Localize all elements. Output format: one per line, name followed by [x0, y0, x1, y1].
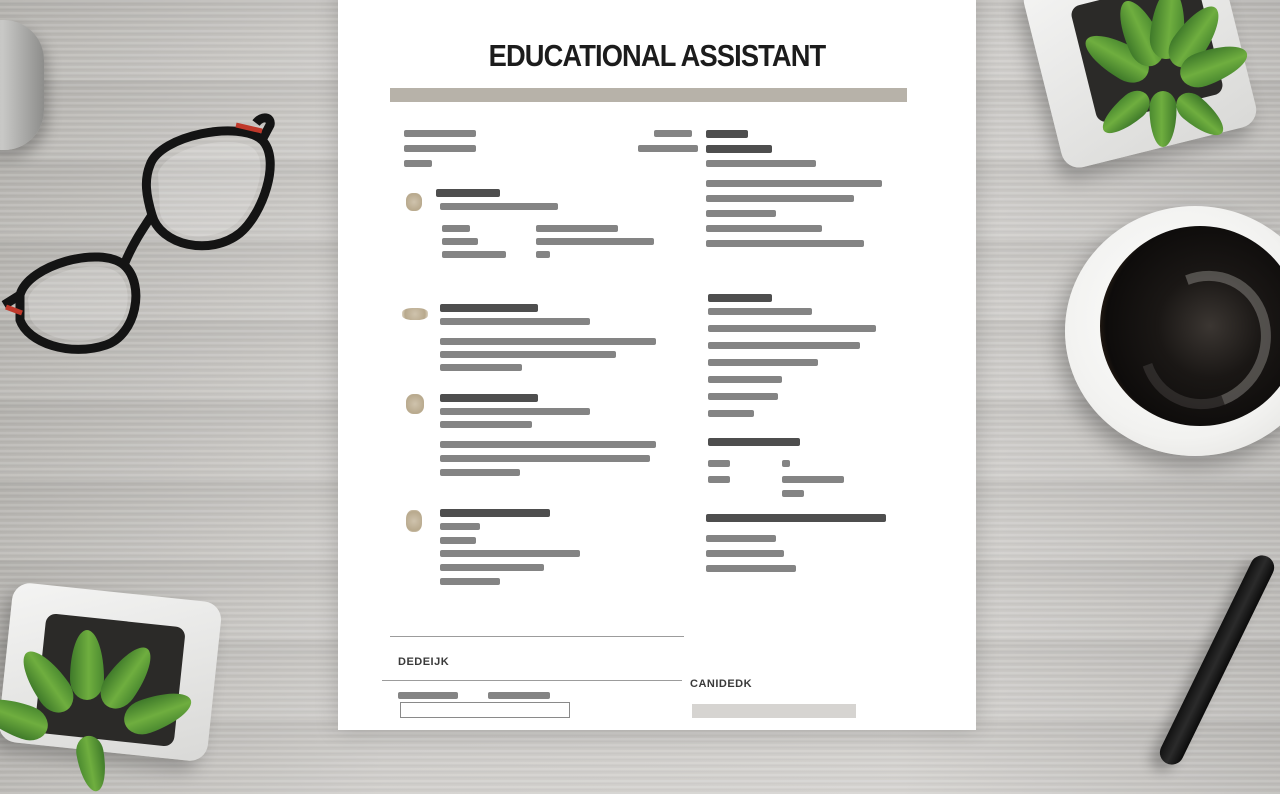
blurred-text-line — [706, 180, 882, 187]
blurred-text-line — [706, 240, 864, 247]
blurred-text-line — [440, 203, 558, 210]
blurred-text-line — [440, 304, 538, 312]
blurred-text-line — [442, 225, 470, 232]
education-icon — [402, 308, 428, 320]
contact-icon — [406, 193, 422, 211]
blurred-text-line — [708, 476, 730, 483]
blurred-text-line — [404, 160, 432, 167]
blurred-text-line — [782, 476, 844, 483]
blurred-text-line — [708, 438, 800, 446]
footer-table — [400, 702, 570, 718]
blurred-text-line — [708, 308, 812, 315]
blurred-text-line — [404, 145, 476, 152]
blurred-text-line — [706, 565, 796, 572]
blurred-text-line — [706, 145, 772, 153]
blurred-text-line — [706, 225, 822, 232]
blurred-text-line — [536, 238, 654, 245]
blurred-text-line — [706, 130, 748, 138]
blurred-text-line — [708, 460, 730, 467]
blurred-text-line — [440, 338, 656, 345]
resume-document — [338, 0, 976, 730]
blurred-text-line — [782, 490, 804, 497]
blurred-text-line — [440, 550, 580, 557]
document-title: EDUCATIONAL ASSISTANT — [488, 38, 826, 73]
blurred-text-line — [708, 410, 754, 417]
blurred-text-line — [706, 514, 886, 522]
blurred-text-line — [536, 225, 618, 232]
blurred-text-line — [440, 364, 522, 371]
footer-rule — [390, 636, 684, 637]
blurred-text-line — [440, 318, 590, 325]
skills-icon — [406, 510, 422, 532]
blurred-text-line — [440, 441, 656, 448]
blurred-text-line — [708, 294, 772, 302]
footer-rule-2 — [382, 680, 682, 681]
blurred-text-line — [638, 145, 698, 152]
blurred-text-line — [706, 210, 776, 217]
blurred-text-line — [404, 130, 476, 137]
footer-right-label: CANIDEDK — [690, 678, 753, 690]
blurred-text-line — [708, 342, 860, 349]
blurred-text-line — [440, 537, 476, 544]
blurred-text-line — [436, 189, 500, 197]
blurred-text-line — [708, 376, 782, 383]
eyeglasses-icon — [0, 95, 300, 355]
blurred-text-line — [706, 535, 776, 542]
blurred-text-line — [440, 421, 532, 428]
blurred-text-line — [488, 692, 550, 699]
blurred-text-line — [442, 251, 506, 258]
blurred-text-line — [398, 692, 458, 699]
blurred-text-line — [440, 523, 480, 530]
award-icon — [406, 394, 424, 414]
blurred-text-line — [440, 408, 590, 415]
blurred-text-line — [708, 325, 876, 332]
blurred-text-line — [536, 251, 550, 258]
blurred-text-line — [706, 550, 784, 557]
title-divider-bar — [390, 88, 907, 102]
blurred-text-line — [440, 564, 544, 571]
blurred-text-line — [440, 394, 538, 402]
blurred-text-line — [440, 509, 550, 517]
blurred-text-line — [440, 578, 500, 585]
blurred-text-line — [782, 460, 790, 467]
blurred-text-line — [440, 455, 650, 462]
blurred-text-line — [708, 393, 778, 400]
blurred-text-line — [708, 359, 818, 366]
pen — [1156, 551, 1278, 768]
blurred-text-line — [442, 238, 478, 245]
blurred-text-line — [706, 160, 816, 167]
blurred-text-line — [706, 195, 854, 202]
footer-right-box — [692, 704, 856, 718]
footer-left-label: DEDEIJK — [398, 656, 450, 668]
blurred-text-line — [654, 130, 692, 137]
blurred-text-line — [440, 351, 616, 358]
blurred-text-line — [440, 469, 520, 476]
